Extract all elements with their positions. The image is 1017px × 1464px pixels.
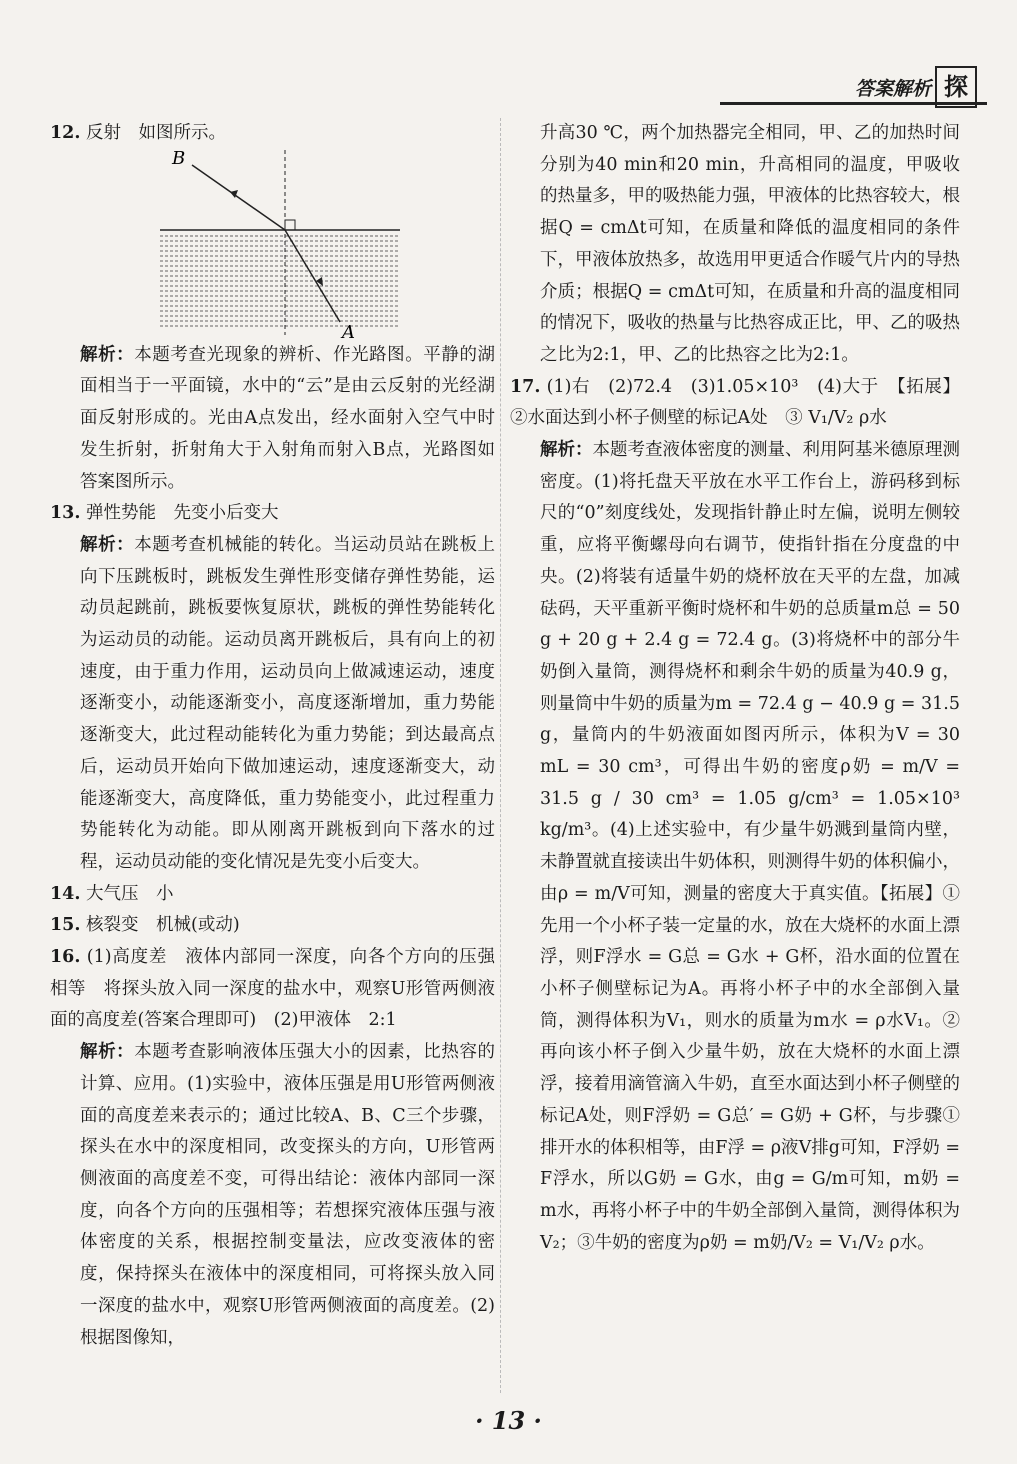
right-angle-mark (285, 220, 295, 230)
header-title: 答案解析 (854, 78, 931, 100)
label-b: B (172, 149, 186, 169)
page-number: · 13 · (475, 1406, 542, 1435)
right-column (510, 118, 960, 1259)
q13-analysis: 解析：本题考查机械能的转化。当运动员站在跳板上向下压跳板时，跳板发生弹性形变储存弹性势能，运动员起跳前，跳板要恢复原状，跳板的弹性势能转化为运动员的动能。运动员离开跳板后，具有向上的初速度，由于重力作用，运动员向上做减速运动，速度逐渐变小，动能逐渐变小，高度逐渐增加，重力势能逐渐变大，此过程动能转化为重力势能；到达最高点后，运动员开始向下做加速运动，速度逐渐变大，动能逐渐变大，高度降低，重力势能变小，此过程重力势能转化为动能。即从刚离开跳板到向下落水的过程，运动员动能的变化情况是先变小后变大。 (80, 534, 496, 872)
refracted-ray (192, 165, 285, 230)
label-a: A (342, 321, 355, 340)
q12-analysis: 解析：本题考查光现象的辨析、作光路图。平静的湖面相当于一平面镜，水中的“云”是由云反射的光经湖面反射形成的。光由A点发出，经水面射入空气中时发生折射，折射角大于入射角而射入B点，光路图如答案图所示。 (80, 344, 496, 492)
header-rule (720, 102, 987, 105)
q17-analysis: 解析：本题考查液体密度的测量、利用阿基米德原理测密度。(1)将托盘天平放在水平工作台上，游码移到标尺的“0”刻度线处，发现指针静止时左偏，说明左侧较重，应将平衡螺母向右调节，使指针指在分度盘的中央。(2)将装有适量牛奶的烧杯放在天平的左盘，加减砝码，天平重新平衡时烧杯和牛奶的总质量m总 = 50 g + 20 g + 2.4 g = 72.4 g。(3)将烧杯中的部分牛奶倒入量筒，测得烧杯和剩余牛奶的质量为40.9 g，则量筒中牛奶的质量为m = 72.4 g − 40.9 g = 31.5 g，量筒内的牛奶液面如图丙所示，体积为V = 30 mL = 30 cm³，可得出牛奶的密度ρ奶 = m/V = 31.5 g / 30 cm³ = 1.05 g/cm³ = 1.05×10³ kg/m³。(4)上述实验中，有少量牛奶溅到量筒内壁，未静置就直接读出牛奶体积，则测得牛奶的体积偏小，由ρ = m/V可知，测量的密度大于真实值。【拓展】①先用一个小杯子装一定量的水，放在大烧杯的水面上漂浮，则F浮水 = G总 = G水 + G杯，沿水面的位置在小杯子侧壁标记为A。再将小杯子中的水全部倒入量筒，测得体积为V₁，则水的质量为m水 = ρ水V₁。②再向该小杯子倒入少量牛奶，放在大烧杯的水面上漂浮，接着用滴管滴入牛奶，直至水面达到小杯子侧壁的标记A处，则F浮奶 = G总′ = G奶 + G杯，与步骤①排开水的体积相等，由F浮 = ρ液V排g可知，F浮奶 = F浮水，所以G奶 = G水，由g = G/m可知，m奶 = m水，再将小杯子中的牛奶全部倒入量筒，测得体积为V₂；③牛奶的密度为ρ奶 = m奶/V₂ = V₁/V₂ ρ水。 (540, 440, 960, 1253)
q16-answer: 16. (1)高度差 液体内部同一深度，向各个方向的压强相等 将探头放入同一深度的盐水中，观察U形管两侧液面的高度差(答案合理即可) (2)甲液体 2:1 (50, 947, 495, 1031)
q14-answer: 14. 大气压 小 (50, 883, 174, 904)
logo: 探 (935, 66, 977, 108)
column-divider (500, 118, 501, 1393)
water-lines (160, 236, 400, 326)
refraction-figure (160, 150, 410, 340)
q17-answer: 17. (1)右 (2)72.4 (3)1.05×10³ (4)大于 【拓展】②水面达到小杯子侧壁的标记A处 ③ V₁/V₂ ρ水 (510, 376, 960, 429)
q16-analysis-continued: 升高30 ℃，两个加热器完全相同，甲、乙的加热时间分别为40 min和20 min，升高相同的温度，甲吸收的热量多，甲的吸热能力强，甲液体的比热容较大，根据Q = cmΔt可知，在质量和降低的温度相同的条件下，甲液体放热多，故选用甲更适合作暖气片内的导热介质；根据Q = cmΔt可知，在质量和升高的温度相同的情况下，吸收的热量与比热容成正比，甲、乙的吸热之比为2:1，甲、乙的比热容之比为2:1。 (540, 123, 960, 365)
q13-answer: 13. 弹性势能 先变小后变大 (50, 503, 279, 524)
q15-answer: 15. 核裂变 机械(或动) (50, 915, 240, 936)
left-column (50, 118, 495, 1354)
q12-answer: 12. 反射 如图所示。 (50, 123, 227, 143)
q16-analysis: 解析：本题考查影响液体压强大小的因素，比热容的计算、应用。(1)实验中，液体压强是用U形管两侧液面的高度差来表示的；通过比较A、B、C三个步骤，探头在水中的深度相同，改变探头的方向，U形管两侧液面的高度差不变，可得出结论：液体内部同一深度，向各个方向的压强相等；若想探究液体压强与液体密度的关系，根据控制变量法，应改变液体的密度，保持探头在液体中的深度相同，可将探头放入同一深度的盐水中，观察U形管两侧液面的高度差。(2)根据图像知， (80, 1042, 496, 1348)
